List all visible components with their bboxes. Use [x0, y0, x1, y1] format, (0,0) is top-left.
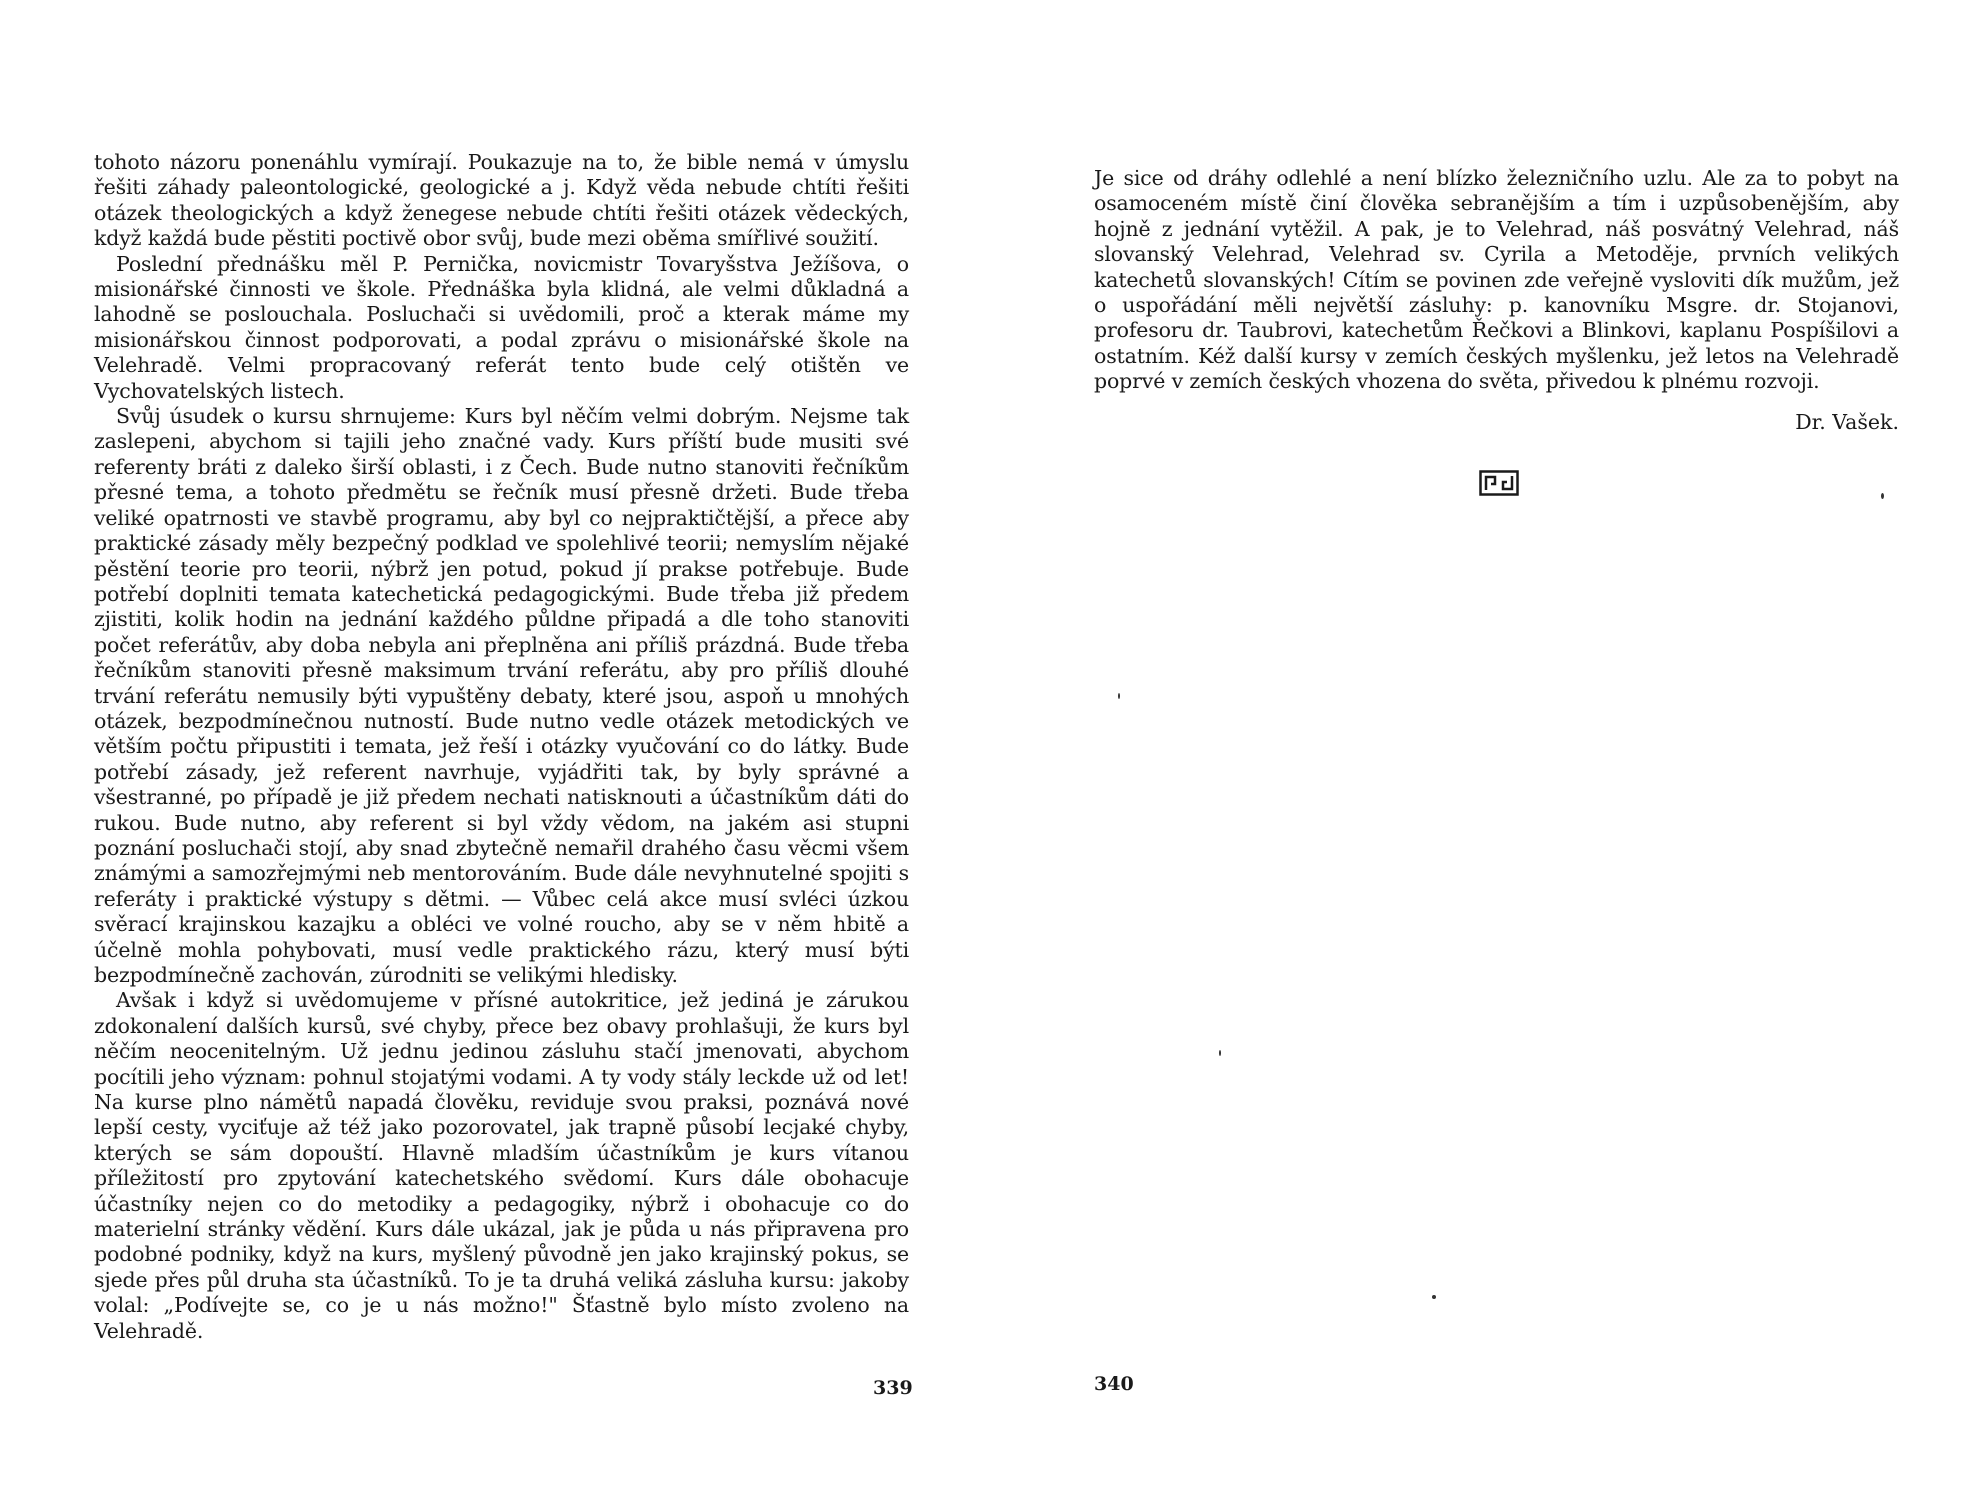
- scan-speck: [1432, 1295, 1436, 1299]
- page-number: 339: [873, 1377, 913, 1399]
- paragraph: tohoto názoru ponenáhlu vymírají. Poukazuje na to, že bible nemá v úmyslu řešiti záhady paleontologické, geologické a j. Když věda nebude chtíti řešiti otázek theologických a když ženegese nebude chtíti řešiti otázek vědeckých, když každá bude pěstiti poctivě obor svůj, bude mezi oběma smířlivé soužití.: [94, 150, 909, 251]
- meander-ornament-icon: [1479, 470, 1519, 496]
- scan-speck: [1881, 493, 1884, 499]
- page-number: 340: [1094, 1373, 1134, 1395]
- left-page-text: [94, 150, 909, 1344]
- paragraph: Je sice od dráhy odlehlé a není blízko železničního uzlu. Ale za to pobyt na osamoceném místě činí člověka sebranějším a tím i uzpůsobenějším, aby hojně z jednání vytěžil. A pak, je to Velehrad, náš posvátný Velehrad, náš slovanský Velehrad, Velehrad sv. Cyrila a Metoděje, prvních velikých katechetů slovanských! Cítím se povinen zde veřejně vysloviti dík mužům, jež o uspořádání měli největší zásluhy: p. kanovníku Msgre. dr. Stojanovi, profesoru dr. Taubrovi, katechetům Řečkovi a Blinkovi, kaplanu Pospíšilovi a ostatním. Kéž další kursy v zemích českých myšlenku, jež letos na Velehradě poprvé v zemích českých vhozena do světa, přivedou k plnému rozvoji.: [1094, 166, 1899, 394]
- paragraph: Avšak i když si uvědomujeme v přísné autokritice, jež jediná je zárukou zdokonalení dalších kursů, své chyby, přece bez obavy prohlašuji, že kurs byl něčím neocenitelným. Už jednu jedinou zásluhu stačí jmenovati, abychom pocítili jeho význam: pohnul stojatými vodami. A ty vody stály leckde už od let! Na kurse plno námětů napadá člověku, reviduje svou praksi, poznává nové lepší cesty, vyciťuje až též jako pozorovatel, jak trapně působí lecjaké chyby, kterých se sám dopouští. Hlavně mladším účastníkům je kurs vítanou příležitostí pro zpytování katechetského svědomí. Kurs dále obohacuje účastníky nejen co do metodiky a pedagogiky, nýbrž i obohacuje co do materielní stránky vědění. Kurs dále ukázal, jak je půda u nás připravena pro podobné podniky, když na kurs, myšlený původně jen jako krajinský pokus, se sjede přes půl druha sta účastníků. To je ta druhá veliká zásluha kursu: jakoby volal: „Podívejte se, co je u nás možno!" Šťastně bylo místo zvoleno na Velehradě.: [94, 988, 909, 1343]
- author-signature: Dr. Vašek.: [1795, 410, 1899, 434]
- scan-speck: [1219, 1050, 1221, 1056]
- right-page-text: [1094, 166, 1899, 395]
- right-page: [993, 0, 1986, 1501]
- paragraph: Poslední přednášku měl P. Pernička, novicmistr Tovaryšstva Ježíšova, o misionářské činnosti ve škole. Přednáška byla klidná, ale velmi důkladná a lahodně se poslouchala. Posluchači si uvědomili, proč a kterak máme my misionářskou činnost podporovati, a podal zprávu o misionářské škole na Velehradě. Velmi propracovaný referát tento bude celý otištěn ve Vychovatelských listech.: [94, 251, 909, 403]
- paragraph: Svůj úsudek o kursu shrnujeme: Kurs byl něčím velmi dobrým. Nejsme tak zaslepeni, abychom si tajili jeho značné vady. Kurs příští bude musiti své referenty bráti z daleko širší oblasti, i z Čech. Bude nutno stanoviti řečníkům přesné tema, a tohoto předmětu se řečník musí přesně držeti. Bude třeba veliké opatrnosti ve stavbě programu, aby byl co nejpraktičtější, a přece aby praktické zásady měly bezpečný podklad ve spolehlivé teorii; nemyslím nějaké pěstění teorie pro teorii, nýbrž jen potud, pokud jí prakse potřebuje. Bude potřebí doplniti temata katechetická pedagogickými. Bude třeba již předem zjistiti, kolik hodin na jednání každého půldne připadá a dle toho stanoviti počet referátův, aby doba nebyla ani přeplněna ani příliš prázdná. Bude třeba řečníkům stanoviti přesně maksimum trvání referátu, aby pro příliš dlouhé trvání referátu nemusily býti vypuštěny debaty, které jsou, aspoň u mnohých otázek, bezpodmínečnou nutností. Bude nutno vedle otázek metodických ve větším počtu připustiti i temata, jež řeší i otázky vyučování co do látky. Bude potřebí zásady, jež referent navrhuje, vyjádřiti tak, by byly správné a všestranné, po případě je již předem nechati natisknouti a účastníkům dáti do rukou. Bude nutno, aby referent si byl vždy vědom, na jakém asi stupni poznání posluchači stojí, aby snad zbytečně nemařil drahého času věcmi všem známými a samozřejmými neb mentorováním. Bude dále nevyhnutelné spojiti s referáty i praktické výstupy s dětmi. — Vůbec celá akce musí svléci úzkou svěrací krajinskou kazajku a obléci ve volné roucho, aby se v něm hbitě a účelně mohla pohybovati, musí vedle praktického rázu, který musí býti bezpodmínečně zachován, zúrodniti se velikými hledisky.: [94, 404, 909, 987]
- scan-speck: [1118, 693, 1120, 699]
